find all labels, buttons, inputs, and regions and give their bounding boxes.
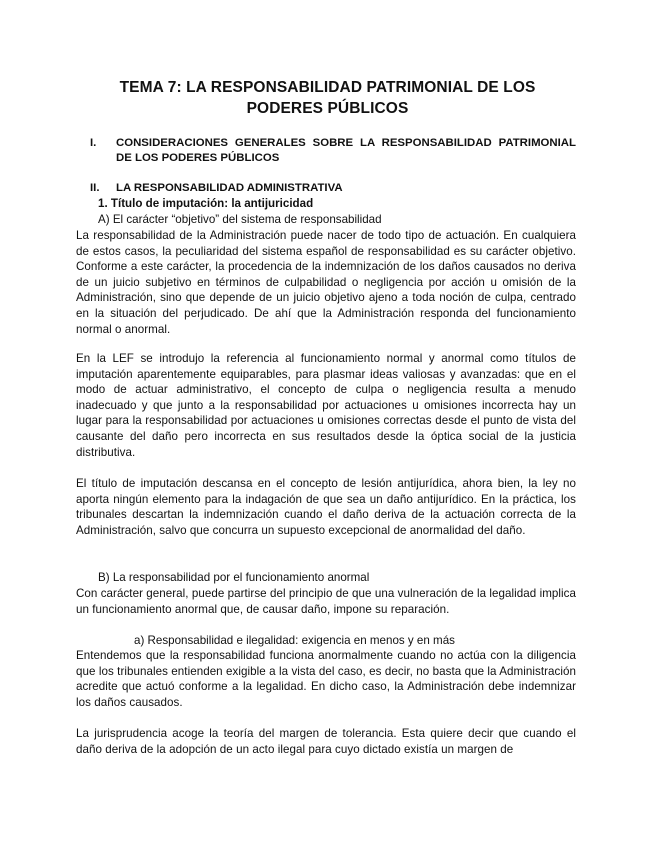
paragraph: La responsabilidad de la Administración puede nacer de todo tipo de actuación. En cualquiera de estos casos, la peculiaridad del sistema español de responsabilidad es su carácter objetivo. Conforme a este carácter, la procedencia de la indemnización de los daños causados no deriva de un juicio subjetivo en términos de culpabilidad o negligencia por acción u omisión de la Administración, sino que depende de un juicio objetivo ajeno a toda noción de culpa, centrado en la situación del perjudicado. De ahí que la Administración responda del funcionamiento normal o anormal. (76, 229, 576, 336)
paragraph: Con carácter general, puede partirse del principio de que una vulneración de la legalidad implica un funcionamiento anormal que, de causar daño, impone su reparación. (76, 587, 576, 616)
section-title: CONSIDERACIONES GENERALES SOBRE LA RESPONSABILIDAD PATRIMONIAL DE LOS PODERES PÚBLICOS (116, 137, 576, 164)
section-number: I. (90, 137, 97, 149)
paragraph: En la LEF se introdujo la referencia al funcionamiento normal y anormal como títulos de imputación aparentemente equiparables, para plasmar ideas valiosas y avanzadas: que en el modo de actuar administrativo, el concepto de culpa o negligencia resulta a menudo inadecuado y que junto a la responsabilidad por actuaciones u omisiones incorrecta hay un lugar para la responsabilidad por actuaciones u omisiones correctas desde el punto de vista del causante del daño pero incorrecta en sus resultados desde la óptica social de la justicia distributiva. (76, 352, 576, 459)
subsection-heading: 1. Título de imputación: la antijuricidad (98, 197, 314, 210)
subheading-a: A) El carácter “objetivo” del sistema de responsabilidad (98, 213, 382, 226)
document-title: TEMA 7: LA RESPONSABILIDAD PATRIMONIAL DE LOS PODERES PÚBLICOS (119, 79, 536, 117)
subheading-b: B) La responsabilidad por el funcionamiento anormal (98, 571, 370, 584)
section-number: II. (90, 182, 100, 194)
paragraph: La jurisprudencia acoge la teoría del margen de tolerancia. Esta quiere decir que cuando el daño deriva de la adopción de un acto ilegal para cuyo dictado existía un margen de (76, 727, 576, 756)
section-heading-2 (90, 181, 576, 197)
paragraph: Entendemos que la responsabilidad funciona anormalmente cuando no actúa con la diligencia que los tribunales entienden exigible a la vista del caso, es decir, no basta que la Administración acredite que actuó conforme a la legalidad. En dicho caso, la Administración debe indemnizar los daños causados. (76, 649, 576, 709)
section-heading-1 (90, 136, 576, 168)
subheading-b-a: a) Responsabilidad e ilegalidad: exigencia en menos y en más (134, 634, 455, 647)
paragraph: El título de imputación descansa en el concepto de lesión antijurídica, ahora bien, la ley no aporta ningún elemento para la indagación de que sea un daño antijurídico. En la práctica, los tribunales descartan la indemnización cuando el daño deriva de la actuación correcta de la Administración, salvo que concurra un supuesto excepcional de anormalidad del daño. (76, 477, 576, 537)
section-title: LA RESPONSABILIDAD ADMINISTRATIVA (116, 182, 343, 194)
